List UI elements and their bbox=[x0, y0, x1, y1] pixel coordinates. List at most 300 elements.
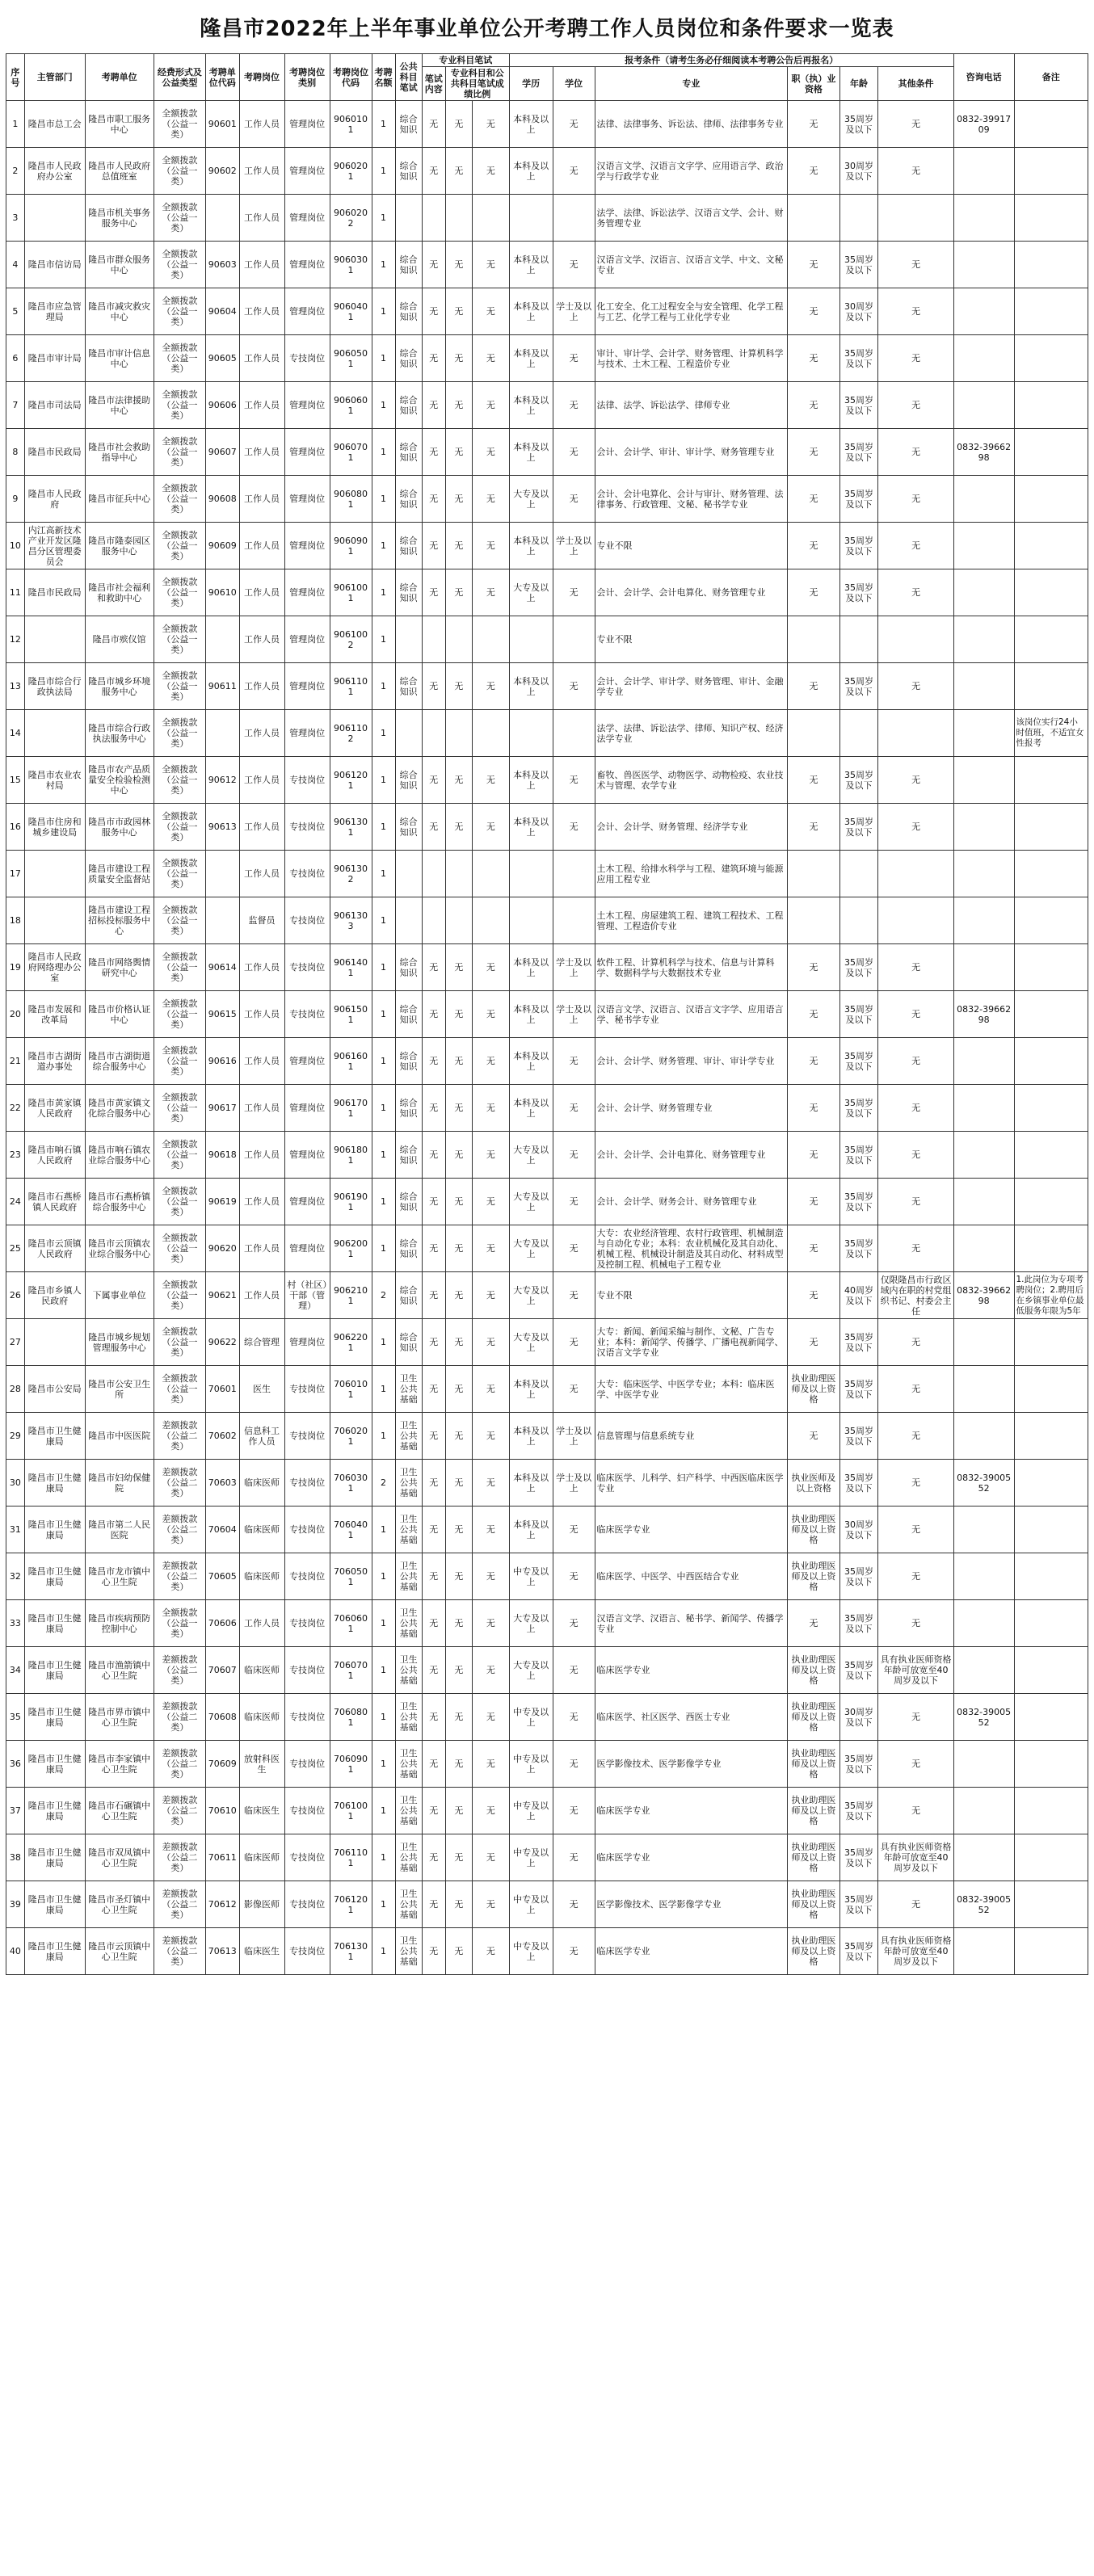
cell-unit: 隆昌市社会救助指导中心 bbox=[85, 429, 154, 476]
cell-major: 汉语言文学、汉语言、汉语言文字学、应用语言学、秘书学专业 bbox=[595, 991, 788, 1038]
cell-major: 医学影像技术、医学影像学专业 bbox=[595, 1741, 788, 1788]
cell-degree: 无 bbox=[553, 1694, 595, 1741]
cell-funding: 差额拨款（公益二类） bbox=[154, 1788, 205, 1834]
cell-major: 汉语言文学、汉语言、汉语言文学、中文、文秘专业 bbox=[595, 242, 788, 288]
cell-other: 具有执业医师资格年龄可放宽至40周岁及以下 bbox=[878, 1647, 953, 1694]
cell-post-type: 管理岗位 bbox=[284, 1179, 330, 1225]
cell-degree bbox=[553, 897, 595, 944]
cell-post: 放射科医生 bbox=[239, 1741, 284, 1788]
header-post-code: 考聘岗位代码 bbox=[330, 54, 372, 101]
cell-other: 无 bbox=[878, 1694, 953, 1741]
cell-unit-code: 90611 bbox=[206, 663, 240, 710]
cell-edu: 大专及以上 bbox=[509, 1179, 553, 1225]
cell-funding: 全额拨款（公益一类） bbox=[154, 335, 205, 382]
cell-qual: 无 bbox=[788, 429, 839, 476]
cell-qual bbox=[788, 851, 839, 897]
cell-post-code: 9061001 bbox=[330, 569, 372, 616]
cell-num: 1 bbox=[372, 1928, 395, 1975]
cell-edu: 中专及以上 bbox=[509, 1834, 553, 1881]
cell-remark bbox=[1014, 1225, 1088, 1272]
cell-unit-code: 90602 bbox=[206, 148, 240, 195]
cell-phone bbox=[953, 1413, 1014, 1460]
cell-post-code: 9061801 bbox=[330, 1132, 372, 1179]
cell-edu: 本科及以上 bbox=[509, 944, 553, 991]
cell-qual: 无 bbox=[788, 991, 839, 1038]
cell-major: 大专：临床医学、中医学专业；本科：临床医学、中医学专业 bbox=[595, 1366, 788, 1413]
cell-post-type: 管理岗位 bbox=[284, 1319, 330, 1366]
cell-degree: 无 bbox=[553, 1085, 595, 1132]
cell-prof: 无 bbox=[422, 1553, 445, 1600]
cell-num: 1 bbox=[372, 101, 395, 148]
cell-prof-x: 无 bbox=[445, 1366, 472, 1413]
cell-unit-code: 90604 bbox=[206, 288, 240, 335]
cell-unit-code bbox=[206, 851, 240, 897]
cell-prof-x bbox=[445, 616, 472, 663]
cell-dept: 隆昌市卫生健康局 bbox=[24, 1460, 85, 1507]
cell-unit-code: 70612 bbox=[206, 1881, 240, 1928]
cell-post-type: 专技岗位 bbox=[284, 1928, 330, 1975]
cell-phone bbox=[953, 242, 1014, 288]
cell-remark bbox=[1014, 663, 1088, 710]
cell-unit: 隆昌市机关事务服务中心 bbox=[85, 195, 154, 242]
table-row bbox=[6, 1553, 1088, 1600]
cell-prof-y: 无 bbox=[473, 1507, 510, 1553]
cell-unit-code: 70604 bbox=[206, 1507, 240, 1553]
cell-unit: 隆昌市公安卫生所 bbox=[85, 1366, 154, 1413]
cell-prof-y bbox=[473, 195, 510, 242]
cell-prof: 无 bbox=[422, 1834, 445, 1881]
cell-edu: 本科及以上 bbox=[509, 523, 553, 569]
cell-post-code: 9062001 bbox=[330, 1225, 372, 1272]
cell-post: 临床医师 bbox=[239, 1647, 284, 1694]
cell-other: 无 bbox=[878, 476, 953, 523]
cell-prof-x: 无 bbox=[445, 476, 472, 523]
cell-prof bbox=[422, 710, 445, 757]
cell-num: 1 bbox=[372, 1038, 395, 1085]
cell-seq: 37 bbox=[6, 1788, 25, 1834]
cell-post: 工作人员 bbox=[239, 288, 284, 335]
cell-prof-x: 无 bbox=[445, 1038, 472, 1085]
cell-dept: 隆昌市乡镇人民政府 bbox=[24, 1272, 85, 1319]
cell-edu: 中专及以上 bbox=[509, 1788, 553, 1834]
cell-num: 1 bbox=[372, 1085, 395, 1132]
cell-dept: 隆昌市卫生健康局 bbox=[24, 1507, 85, 1553]
cell-degree: 无 bbox=[553, 148, 595, 195]
cell-degree bbox=[553, 851, 595, 897]
cell-unit-code: 90613 bbox=[206, 804, 240, 851]
cell-age: 35周岁及以下 bbox=[839, 663, 878, 710]
cell-dept: 隆昌市卫生健康局 bbox=[24, 1834, 85, 1881]
cell-post-code: 9060501 bbox=[330, 335, 372, 382]
cell-num: 1 bbox=[372, 1507, 395, 1553]
cell-qual: 无 bbox=[788, 242, 839, 288]
cell-age: 35周岁及以下 bbox=[839, 476, 878, 523]
cell-degree: 无 bbox=[553, 101, 595, 148]
cell-num: 1 bbox=[372, 663, 395, 710]
cell-edu: 大专及以上 bbox=[509, 1647, 553, 1694]
header-post: 考聘岗位 bbox=[239, 54, 284, 101]
cell-post-type: 专技岗位 bbox=[284, 1366, 330, 1413]
cell-degree: 学士及以上 bbox=[553, 1413, 595, 1460]
cell-age: 35周岁及以下 bbox=[839, 1319, 878, 1366]
cell-other: 无 bbox=[878, 288, 953, 335]
cell-age: 30周岁及以下 bbox=[839, 1507, 878, 1553]
cell-major: 法学、法律、诉讼法学、汉语言文学、会计、财务管理专业 bbox=[595, 195, 788, 242]
cell-post: 工作人员 bbox=[239, 1085, 284, 1132]
cell-phone bbox=[953, 944, 1014, 991]
cell-edu bbox=[509, 710, 553, 757]
cell-num: 1 bbox=[372, 757, 395, 804]
cell-num: 1 bbox=[372, 944, 395, 991]
cell-seq: 22 bbox=[6, 1085, 25, 1132]
cell-dept: 隆昌市石燕桥镇人民政府 bbox=[24, 1179, 85, 1225]
cell-degree: 无 bbox=[553, 1928, 595, 1975]
cell-phone bbox=[953, 757, 1014, 804]
cell-funding: 差额拨款（公益二类） bbox=[154, 1834, 205, 1881]
cell-age: 30周岁及以下 bbox=[839, 1694, 878, 1741]
cell-phone bbox=[953, 616, 1014, 663]
cell-seq: 17 bbox=[6, 851, 25, 897]
cell-qual: 执业助理医师及以上资格 bbox=[788, 1788, 839, 1834]
cell-prof-y: 无 bbox=[473, 1085, 510, 1132]
cell-age bbox=[839, 897, 878, 944]
cell-post: 影像医师 bbox=[239, 1881, 284, 1928]
cell-prof-x: 无 bbox=[445, 1788, 472, 1834]
cell-degree: 学士及以上 bbox=[553, 944, 595, 991]
cell-post-code: 7060401 bbox=[330, 1507, 372, 1553]
cell-other: 无 bbox=[878, 1179, 953, 1225]
cell-other: 无 bbox=[878, 1413, 953, 1460]
header-conditions: 报考条件（请考生务必仔细阅读本考聘公告后再报名） bbox=[509, 54, 953, 67]
cell-num: 1 bbox=[372, 1366, 395, 1413]
cell-phone: 0832-3900552 bbox=[953, 1881, 1014, 1928]
cell-num: 2 bbox=[372, 1460, 395, 1507]
cell-post: 工作人员 bbox=[239, 101, 284, 148]
cell-age: 35周岁及以下 bbox=[839, 335, 878, 382]
cell-num: 2 bbox=[372, 1272, 395, 1319]
cell-prof: 无 bbox=[422, 1881, 445, 1928]
cell-other: 无 bbox=[878, 1741, 953, 1788]
cell-degree: 无 bbox=[553, 335, 595, 382]
cell-funding: 差额拨款（公益二类） bbox=[154, 1460, 205, 1507]
cell-funding: 全额拨款（公益一类） bbox=[154, 523, 205, 569]
cell-post-code: 9060601 bbox=[330, 382, 372, 429]
cell-dept: 隆昌市住房和城乡建设局 bbox=[24, 804, 85, 851]
cell-phone bbox=[953, 1507, 1014, 1553]
header-dept: 主管部门 bbox=[24, 54, 85, 101]
table-row bbox=[6, 804, 1088, 851]
cell-edu bbox=[509, 897, 553, 944]
cell-major: 临床医学、儿科学、妇产科学、中西医临床医学专业 bbox=[595, 1460, 788, 1507]
cell-unit: 隆昌市人民政府总值班室 bbox=[85, 148, 154, 195]
cell-seq: 34 bbox=[6, 1647, 25, 1694]
cell-major: 会计、会计学、会计电算化、财务管理专业 bbox=[595, 1132, 788, 1179]
cell-seq: 12 bbox=[6, 616, 25, 663]
cell-qual: 无 bbox=[788, 1600, 839, 1647]
cell-prof-x: 无 bbox=[445, 1881, 472, 1928]
cell-exam: 综合知识 bbox=[395, 1272, 422, 1319]
cell-remark bbox=[1014, 1834, 1088, 1881]
cell-unit: 隆昌市妇幼保健院 bbox=[85, 1460, 154, 1507]
cell-remark bbox=[1014, 569, 1088, 616]
cell-num: 1 bbox=[372, 1647, 395, 1694]
cell-major: 信息管理与信息系统专业 bbox=[595, 1413, 788, 1460]
cell-unit-code: 70606 bbox=[206, 1600, 240, 1647]
cell-edu: 大专及以上 bbox=[509, 476, 553, 523]
cell-qual bbox=[788, 195, 839, 242]
cell-post-type: 专技岗位 bbox=[284, 1881, 330, 1928]
cell-edu: 大专及以上 bbox=[509, 1600, 553, 1647]
cell-prof: 无 bbox=[422, 944, 445, 991]
cell-unit-code: 70605 bbox=[206, 1553, 240, 1600]
cell-edu: 本科及以上 bbox=[509, 148, 553, 195]
cell-post-type: 专技岗位 bbox=[284, 1600, 330, 1647]
table-row bbox=[6, 429, 1088, 476]
cell-dept: 隆昌市卫生健康局 bbox=[24, 1928, 85, 1975]
cell-prof: 无 bbox=[422, 1647, 445, 1694]
cell-funding: 差额拨款（公益二类） bbox=[154, 1881, 205, 1928]
cell-phone bbox=[953, 710, 1014, 757]
cell-degree: 无 bbox=[553, 1553, 595, 1600]
cell-remark bbox=[1014, 288, 1088, 335]
cell-prof: 无 bbox=[422, 288, 445, 335]
cell-phone bbox=[953, 663, 1014, 710]
cell-degree: 无 bbox=[553, 1507, 595, 1553]
table-row bbox=[6, 663, 1088, 710]
table-row bbox=[6, 1038, 1088, 1085]
cell-remark bbox=[1014, 1788, 1088, 1834]
cell-degree: 无 bbox=[553, 1038, 595, 1085]
cell-post-type: 管理岗位 bbox=[284, 1225, 330, 1272]
cell-prof-x bbox=[445, 710, 472, 757]
cell-degree bbox=[553, 710, 595, 757]
cell-dept: 隆昌市审计局 bbox=[24, 335, 85, 382]
cell-seq: 10 bbox=[6, 523, 25, 569]
cell-edu: 本科及以上 bbox=[509, 429, 553, 476]
cell-post-type: 管理岗位 bbox=[284, 663, 330, 710]
cell-unit-code: 70602 bbox=[206, 1413, 240, 1460]
cell-funding: 全额拨款（公益一类） bbox=[154, 1038, 205, 1085]
cell-qual: 无 bbox=[788, 1272, 839, 1319]
table-row bbox=[6, 1179, 1088, 1225]
cell-other: 无 bbox=[878, 1788, 953, 1834]
cell-unit-code: 70608 bbox=[206, 1694, 240, 1741]
table-row bbox=[6, 944, 1088, 991]
cell-phone bbox=[953, 1038, 1014, 1085]
cell-prof-x: 无 bbox=[445, 1507, 472, 1553]
cell-other: 无 bbox=[878, 1038, 953, 1085]
cell-num: 1 bbox=[372, 1319, 395, 1366]
cell-remark bbox=[1014, 1132, 1088, 1179]
cell-prof: 无 bbox=[422, 148, 445, 195]
cell-prof-x: 无 bbox=[445, 1834, 472, 1881]
cell-dept: 隆昌市农业农村局 bbox=[24, 757, 85, 804]
cell-prof-x: 无 bbox=[445, 1085, 472, 1132]
cell-major: 化工安全、化工过程安全与安全管理、化学工程与工艺、化学工程与工业化学专业 bbox=[595, 288, 788, 335]
cell-seq: 8 bbox=[6, 429, 25, 476]
cell-prof-y: 无 bbox=[473, 757, 510, 804]
cell-unit: 隆昌市界市镇中心卫生院 bbox=[85, 1694, 154, 1741]
cell-prof-y: 无 bbox=[473, 1413, 510, 1460]
cell-edu: 本科及以上 bbox=[509, 1507, 553, 1553]
cell-age: 35周岁及以下 bbox=[839, 382, 878, 429]
cell-age bbox=[839, 710, 878, 757]
cell-major: 汉语言文学、汉语言、秘书学、新闻学、传播学专业 bbox=[595, 1600, 788, 1647]
cell-post-code: 9060701 bbox=[330, 429, 372, 476]
cell-prof-y: 无 bbox=[473, 663, 510, 710]
cell-exam: 综合知识 bbox=[395, 429, 422, 476]
cell-exam: 综合知识 bbox=[395, 991, 422, 1038]
cell-unit: 隆昌市殡仪馆 bbox=[85, 616, 154, 663]
cell-degree: 学士及以上 bbox=[553, 991, 595, 1038]
cell-phone bbox=[953, 1085, 1014, 1132]
table-row bbox=[6, 569, 1088, 616]
cell-unit-code: 90619 bbox=[206, 1179, 240, 1225]
cell-major: 专业不限 bbox=[595, 616, 788, 663]
cell-prof: 无 bbox=[422, 1788, 445, 1834]
cell-major: 软件工程、计算机科学与技术、信息与计算科学、数据科学与大数据技术专业 bbox=[595, 944, 788, 991]
cell-post-code: 9061701 bbox=[330, 1085, 372, 1132]
cell-post-type: 管理岗位 bbox=[284, 1085, 330, 1132]
cell-remark bbox=[1014, 1881, 1088, 1928]
cell-funding: 全额拨款（公益一类） bbox=[154, 1085, 205, 1132]
cell-unit: 隆昌市云顶镇中心卫生院 bbox=[85, 1928, 154, 1975]
cell-funding: 全额拨款（公益一类） bbox=[154, 476, 205, 523]
cell-post-code: 9062101 bbox=[330, 1272, 372, 1319]
cell-major: 审计、审计学、会计学、财务管理、计算机科学与技术、土木工程、工程造价专业 bbox=[595, 335, 788, 382]
cell-edu: 大专及以上 bbox=[509, 1272, 553, 1319]
cell-dept: 隆昌市民政局 bbox=[24, 429, 85, 476]
cell-post-type: 管理岗位 bbox=[284, 195, 330, 242]
cell-prof-x: 无 bbox=[445, 101, 472, 148]
cell-post-code: 9060202 bbox=[330, 195, 372, 242]
cell-seq: 21 bbox=[6, 1038, 25, 1085]
cell-post: 临床医师 bbox=[239, 1834, 284, 1881]
cell-remark bbox=[1014, 1413, 1088, 1460]
cell-seq: 9 bbox=[6, 476, 25, 523]
cell-post-type: 管理岗位 bbox=[284, 148, 330, 195]
cell-num: 1 bbox=[372, 1834, 395, 1881]
cell-prof-y: 无 bbox=[473, 242, 510, 288]
cell-age: 35周岁及以下 bbox=[839, 757, 878, 804]
cell-unit: 隆昌市云顶镇农业综合服务中心 bbox=[85, 1225, 154, 1272]
table-row bbox=[6, 757, 1088, 804]
cell-prof: 无 bbox=[422, 476, 445, 523]
cell-unit: 隆昌市网络舆情研究中心 bbox=[85, 944, 154, 991]
cell-major: 大专：农业经济管理、农村行政管理、机械制造与自动化专业；本科：农业机械化及其自动化、机械工程、机械设计制造及其自动化、材料成型及控制工程、机械电子工程专业 bbox=[595, 1225, 788, 1272]
cell-seq: 36 bbox=[6, 1741, 25, 1788]
cell-num: 1 bbox=[372, 523, 395, 569]
cell-edu: 中专及以上 bbox=[509, 1553, 553, 1600]
cell-edu: 本科及以上 bbox=[509, 804, 553, 851]
cell-other: 无 bbox=[878, 757, 953, 804]
cell-prof-x: 无 bbox=[445, 429, 472, 476]
cell-post-type: 管理岗位 bbox=[284, 569, 330, 616]
cell-other: 无 bbox=[878, 991, 953, 1038]
cell-unit: 隆昌市减灾救灾中心 bbox=[85, 288, 154, 335]
cell-unit-code: 90609 bbox=[206, 523, 240, 569]
cell-exam: 卫生公共基础 bbox=[395, 1413, 422, 1460]
cell-major: 法学、法律、诉讼法学、律师、知识产权、经济法学专业 bbox=[595, 710, 788, 757]
cell-unit: 隆昌市城乡规划管理服务中心 bbox=[85, 1319, 154, 1366]
cell-dept: 隆昌市卫生健康局 bbox=[24, 1881, 85, 1928]
cell-prof bbox=[422, 897, 445, 944]
cell-num: 1 bbox=[372, 569, 395, 616]
cell-age: 35周岁及以下 bbox=[839, 1132, 878, 1179]
cell-degree: 无 bbox=[553, 1741, 595, 1788]
cell-edu: 中专及以上 bbox=[509, 1881, 553, 1928]
cell-unit: 隆昌市圣灯镇中心卫生院 bbox=[85, 1881, 154, 1928]
cell-post: 信息科工作人员 bbox=[239, 1413, 284, 1460]
cell-post: 综合管理 bbox=[239, 1319, 284, 1366]
cell-seq: 35 bbox=[6, 1694, 25, 1741]
cell-post-code: 9061303 bbox=[330, 897, 372, 944]
cell-dept: 隆昌市人民政府网络理办公室 bbox=[24, 944, 85, 991]
cell-prof-y: 无 bbox=[473, 335, 510, 382]
cell-post: 工作人员 bbox=[239, 569, 284, 616]
table-row bbox=[6, 1507, 1088, 1553]
cell-post-code: 7061101 bbox=[330, 1834, 372, 1881]
cell-num: 1 bbox=[372, 1694, 395, 1741]
cell-prof-x: 无 bbox=[445, 382, 472, 429]
cell-prof-y: 无 bbox=[473, 1553, 510, 1600]
cell-dept: 隆昌市信访局 bbox=[24, 242, 85, 288]
cell-funding: 全额拨款（公益一类） bbox=[154, 101, 205, 148]
cell-seq: 24 bbox=[6, 1179, 25, 1225]
cell-phone bbox=[953, 1600, 1014, 1647]
cell-degree: 无 bbox=[553, 1600, 595, 1647]
cell-age: 35周岁及以下 bbox=[839, 1834, 878, 1881]
cell-post: 工作人员 bbox=[239, 944, 284, 991]
cell-major: 会计、会计学、财务会计、财务管理专业 bbox=[595, 1179, 788, 1225]
header-degree: 学位 bbox=[553, 67, 595, 101]
cell-age: 35周岁及以下 bbox=[839, 1741, 878, 1788]
cell-unit-code: 90615 bbox=[206, 991, 240, 1038]
cell-exam: 综合知识 bbox=[395, 1225, 422, 1272]
cell-qual: 执业医师及以上资格 bbox=[788, 1460, 839, 1507]
cell-post: 工作人员 bbox=[239, 1038, 284, 1085]
header-prof-exam-content: 笔试内容 bbox=[422, 67, 445, 101]
cell-post-type: 专技岗位 bbox=[284, 335, 330, 382]
cell-post-type: 管理岗位 bbox=[284, 242, 330, 288]
cell-funding: 全额拨款（公益一类） bbox=[154, 288, 205, 335]
cell-remark: 1.此岗位为专项考聘岗位；2.聘用后在乡镇事业单位最低服务年限为5年 bbox=[1014, 1272, 1088, 1319]
cell-prof-x: 无 bbox=[445, 335, 472, 382]
cell-num: 1 bbox=[372, 616, 395, 663]
cell-age: 35周岁及以下 bbox=[839, 1366, 878, 1413]
cell-remark bbox=[1014, 1366, 1088, 1413]
cell-funding: 全额拨款（公益一类） bbox=[154, 1366, 205, 1413]
table-row bbox=[6, 1600, 1088, 1647]
cell-dept bbox=[24, 897, 85, 944]
cell-remark bbox=[1014, 1694, 1088, 1741]
cell-seq: 26 bbox=[6, 1272, 25, 1319]
cell-funding: 全额拨款（公益一类） bbox=[154, 1225, 205, 1272]
cell-prof: 无 bbox=[422, 429, 445, 476]
cell-num: 1 bbox=[372, 897, 395, 944]
cell-age: 35周岁及以下 bbox=[839, 1225, 878, 1272]
table-row bbox=[6, 1928, 1088, 1975]
cell-funding: 全额拨款（公益一类） bbox=[154, 804, 205, 851]
cell-prof: 无 bbox=[422, 1928, 445, 1975]
cell-dept: 隆昌市云顶镇人民政府 bbox=[24, 1225, 85, 1272]
cell-post-type: 村（社区）干部（管理） bbox=[284, 1272, 330, 1319]
cell-seq: 33 bbox=[6, 1600, 25, 1647]
cell-prof-x: 无 bbox=[445, 1225, 472, 1272]
cell-major: 专业不限 bbox=[595, 1272, 788, 1319]
cell-unit: 隆昌市中医医院 bbox=[85, 1413, 154, 1460]
cell-prof: 无 bbox=[422, 1460, 445, 1507]
